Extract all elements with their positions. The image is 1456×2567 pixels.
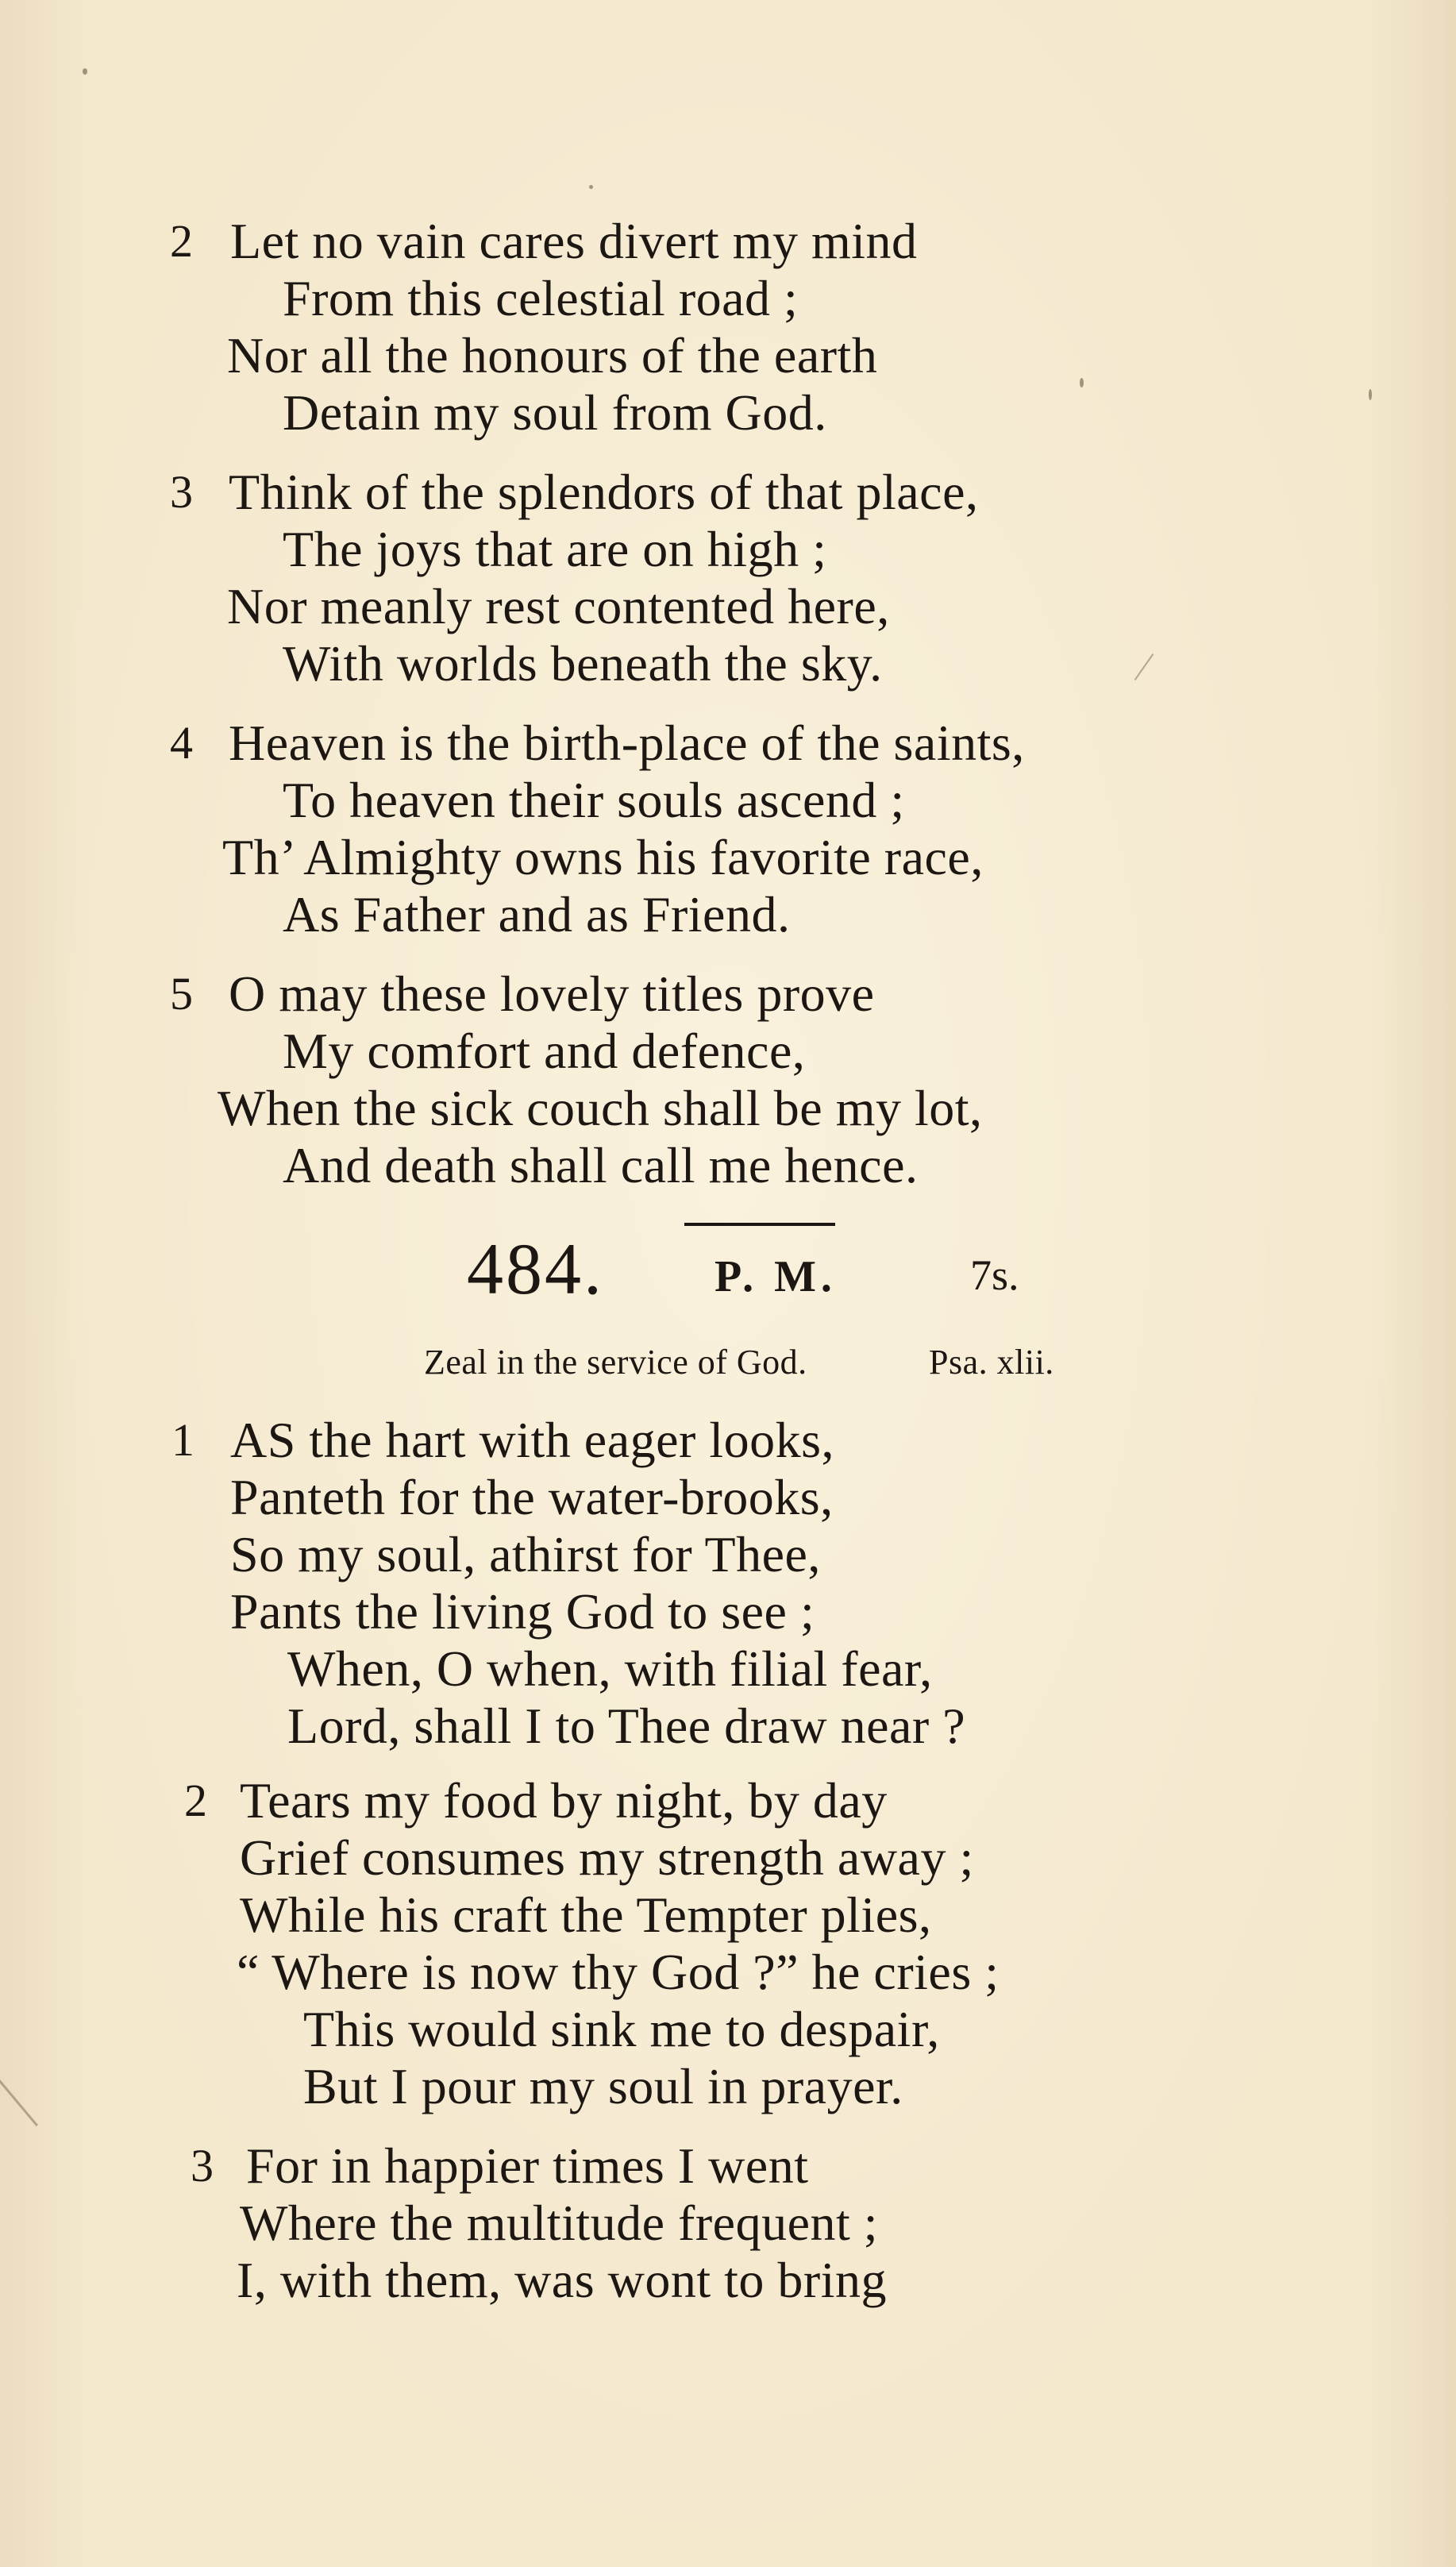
scripture-reference: Psa. xlii.: [929, 1343, 1054, 1382]
verse-line: From this celestial road ;: [283, 270, 799, 326]
stanza-number: 4: [170, 717, 193, 769]
hymn-number: 484.: [467, 1228, 604, 1309]
verse-line: Think of the splendors of that place,: [229, 464, 979, 520]
stanza-number: 2: [184, 1775, 207, 1826]
hymn-meter: P. M.: [715, 1252, 837, 1301]
verse-line: Where the multitude frequent ;: [240, 2195, 879, 2251]
verse-line: My comfort and defence,: [283, 1023, 806, 1079]
verse-line: AS the hart with eager looks,: [230, 1412, 834, 1468]
stanza-number: 5: [170, 968, 193, 1019]
stanza-number: 3: [191, 2140, 214, 2191]
paper-speck: [83, 68, 87, 75]
verse-line: For in happier times I went: [246, 2137, 809, 2194]
verse-line: When the sick couch shall be my lot,: [218, 1080, 983, 1136]
verse-line: With worlds beneath the sky.: [283, 635, 883, 692]
verse-line: This would sink me to despair,: [303, 2001, 940, 2057]
verse-line: Let no vain cares divert my mind: [230, 213, 918, 269]
verse-line: Heaven is the birth-place of the saints,: [229, 715, 1025, 771]
verse-line: I, with them, was wont to bring: [237, 2252, 887, 2308]
verse-line: So my soul, athirst for Thee,: [230, 1526, 821, 1582]
verse-line: The joys that are on high ;: [283, 521, 827, 577]
verse-line: But I pour my soul in prayer.: [303, 2058, 903, 2114]
verse-line: Tears my food by night, by day: [240, 1772, 888, 1829]
paper-speck: [1080, 378, 1084, 387]
verse-line: Panteth for the water-brooks,: [230, 1469, 834, 1525]
verse-line: Th’ Almighty owns his favorite race,: [222, 829, 984, 885]
verse-line: “ Where is now thy God ?” he cries ;: [237, 1944, 1000, 2000]
paper-speck: [1369, 389, 1372, 400]
verse-line: Detain my soul from God.: [283, 384, 827, 441]
hymn-subject: Zeal in the service of God.: [424, 1343, 807, 1382]
stanza-number: 1: [171, 1414, 195, 1466]
verse-line: Grief consumes my strength away ;: [240, 1829, 974, 1886]
verse-line: O may these lovely titles prove: [229, 966, 875, 1022]
verse-line: Nor all the honours of the earth: [227, 327, 878, 384]
verse-line: As Father and as Friend.: [283, 886, 791, 942]
section-divider: [684, 1223, 835, 1226]
verse-line: Lord, shall I to Thee draw near ?: [287, 1698, 966, 1754]
paper-mark: [0, 2058, 38, 2126]
paper-speck: [589, 185, 593, 189]
verse-line: When, O when, with filial fear,: [287, 1640, 933, 1697]
verse-line: And death shall call me hence.: [283, 1137, 919, 1193]
verse-line: Pants the living God to see ;: [230, 1583, 815, 1640]
verse-line: While his craft the Tempter plies,: [240, 1887, 932, 1943]
verse-line: To heaven their souls ascend ;: [283, 772, 905, 828]
stanza-number: 3: [170, 466, 193, 518]
verse-line: Nor meanly rest contented here,: [227, 578, 890, 634]
stanza-number: 2: [170, 215, 193, 267]
paper-mark: [1134, 653, 1154, 680]
hymn-measure: 7s.: [970, 1251, 1019, 1299]
